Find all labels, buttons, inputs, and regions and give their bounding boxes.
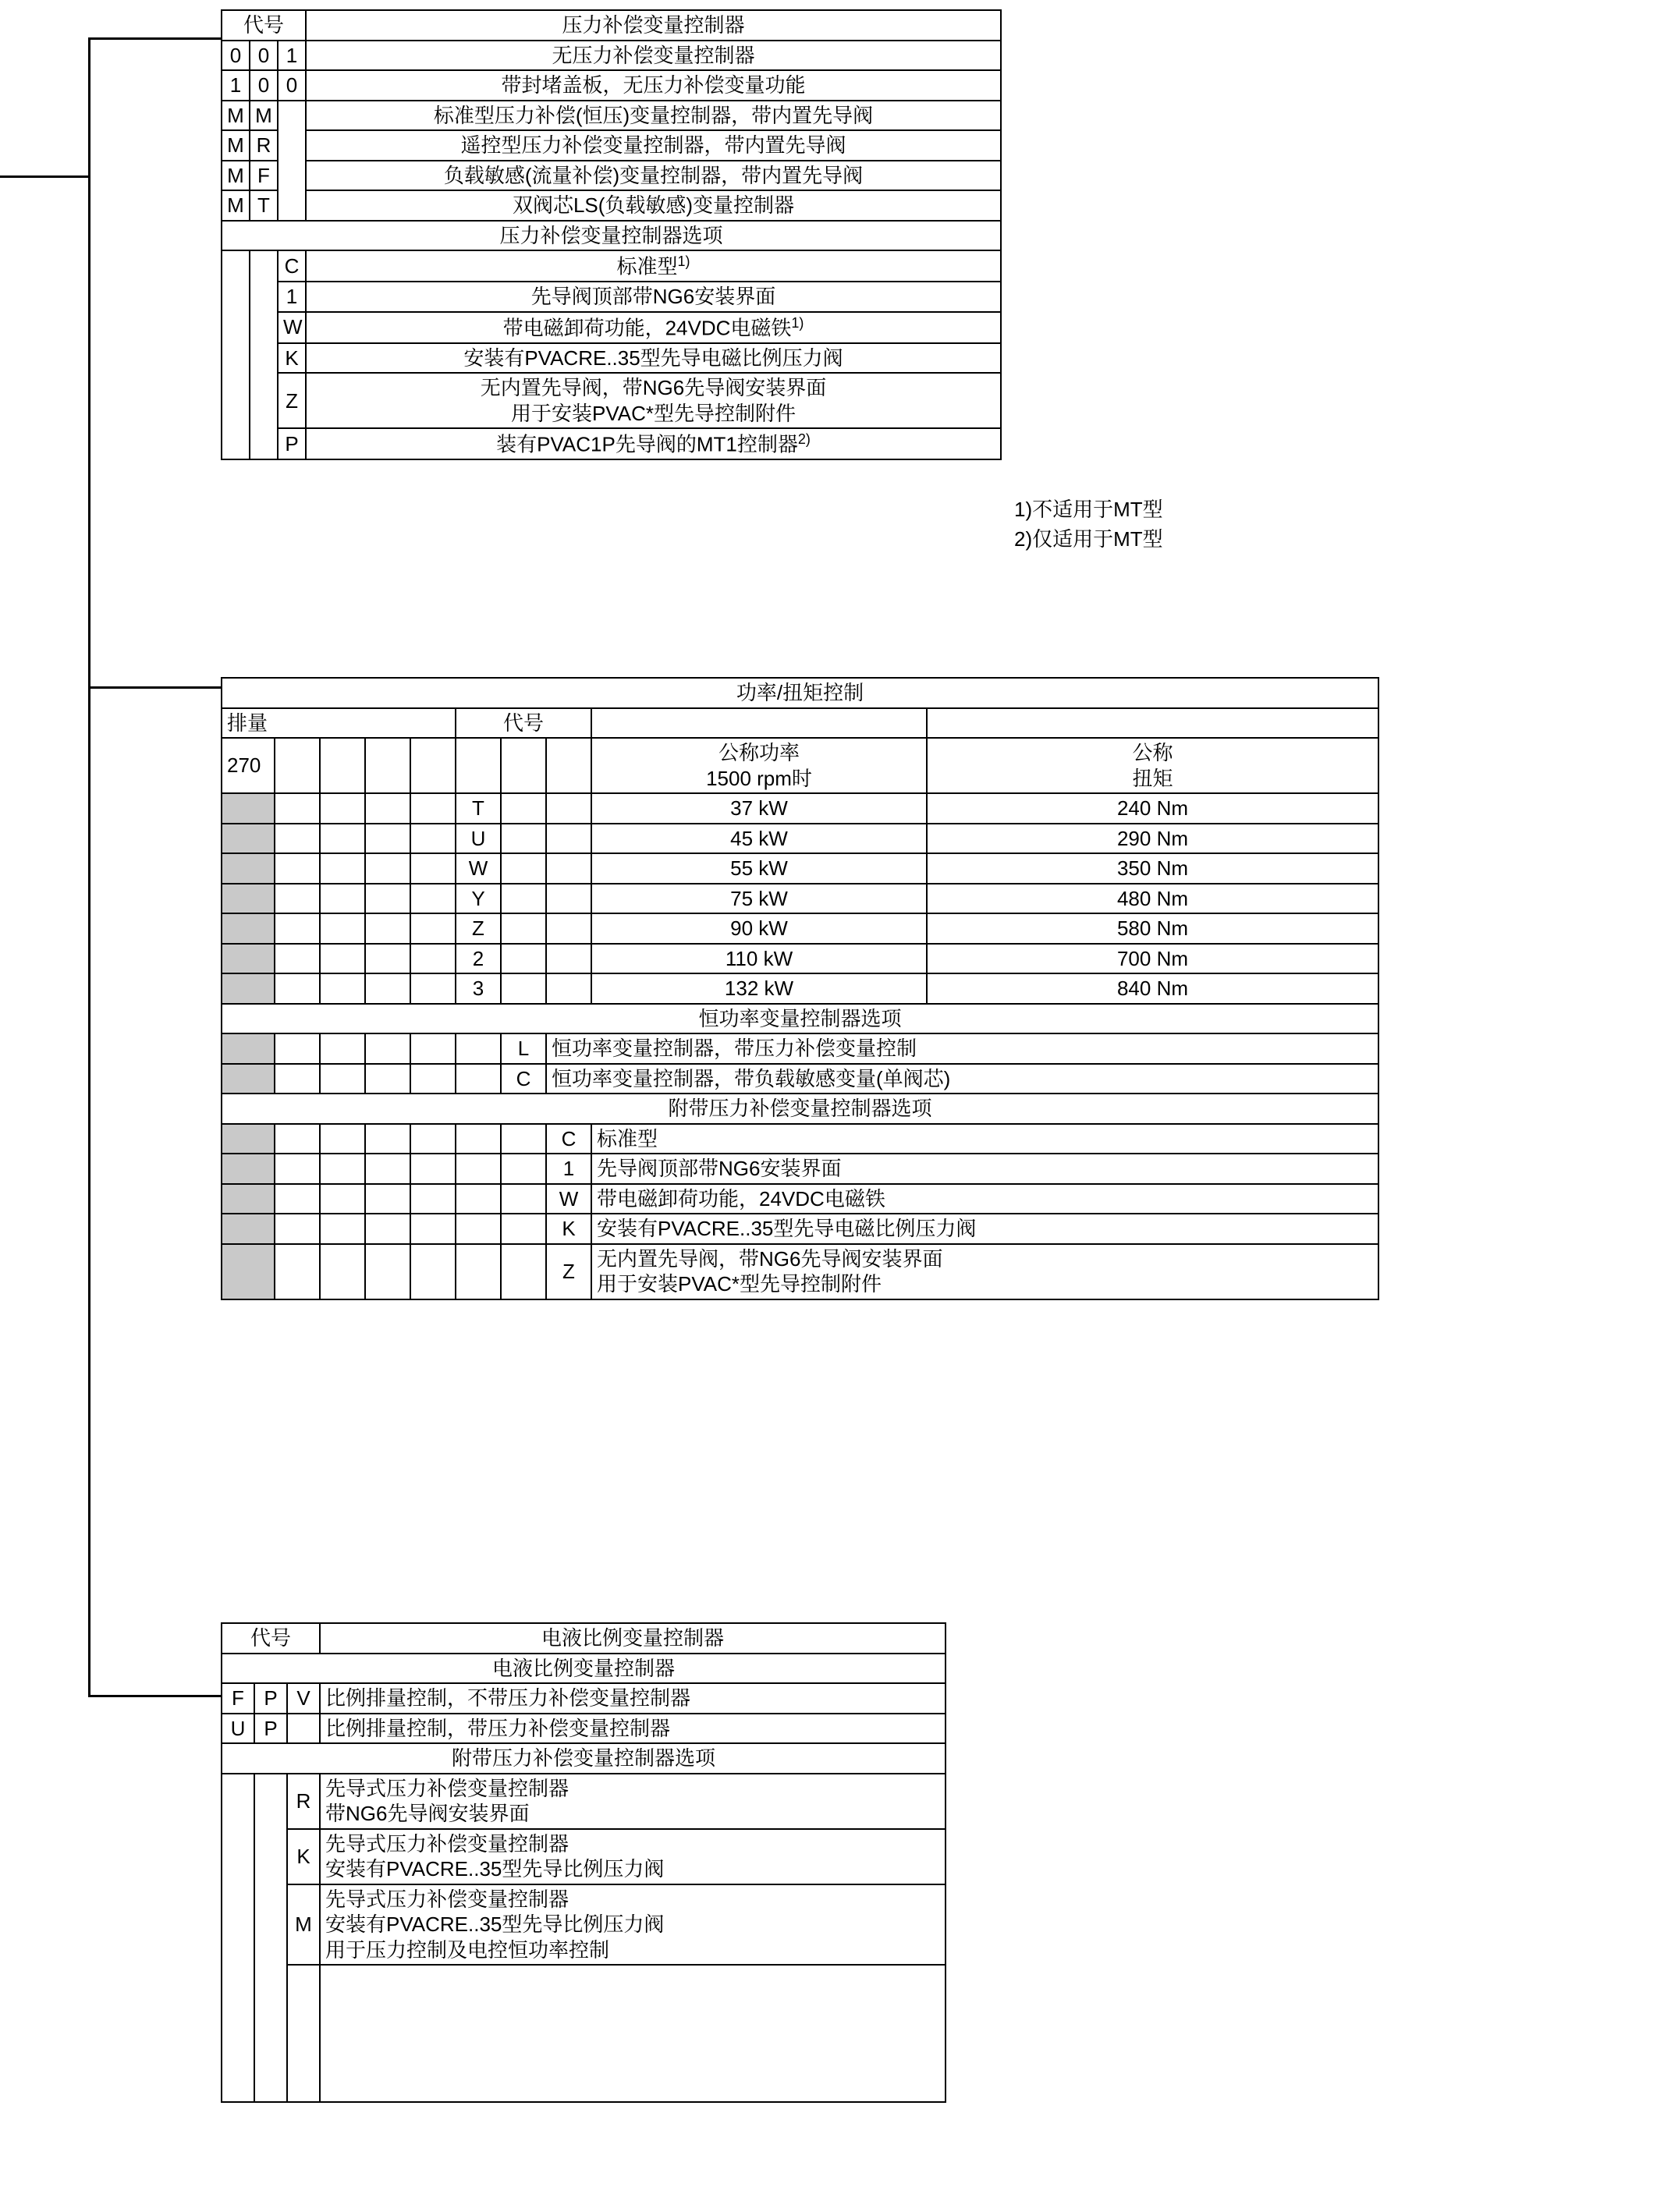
t2-pr-0-b2: [320, 793, 365, 824]
t1-opt-3-code: K: [278, 343, 306, 374]
table-row: [222, 101, 1001, 131]
t1-mm-2-c1: M: [222, 161, 250, 191]
t2-at-1-b5: [456, 1154, 501, 1184]
table-row: [222, 428, 1001, 459]
t2-cp-0-code: L: [501, 1033, 546, 1064]
t1-basic-0-c3: 1: [278, 41, 306, 71]
t2-at-3-g: [222, 1214, 275, 1244]
t2-pr-1-b4: [410, 824, 456, 854]
t2-blank-5: [456, 738, 501, 793]
connector-vertical-main: [88, 37, 90, 1697]
t2-at-1-code: 1: [546, 1154, 591, 1184]
t2-at-2-b6: [501, 1184, 546, 1214]
connector-branch-table3: [88, 1695, 222, 1697]
t2-at-4-b5: [456, 1244, 501, 1299]
t3-opt-0-line1: 先导式压力补偿变量控制器: [325, 1776, 569, 1800]
t3-opt-1-line1: 先导式压力补偿变量控制器: [325, 1831, 569, 1856]
table-row: [222, 1214, 1378, 1244]
t2-at-0-b3: [365, 1124, 410, 1154]
t2-cp-1-b4: [410, 1064, 456, 1094]
t1-mm-3-c2: T: [250, 190, 278, 221]
t2-pr-2-b4: [410, 853, 456, 884]
table-row: [222, 973, 1378, 1004]
t3-row-0-c3: V: [287, 1683, 320, 1714]
t2-cp-1-g: [222, 1064, 275, 1094]
t2-pr-5-b6: [546, 944, 591, 974]
t2-at-4-g: [222, 1244, 275, 1299]
t2-pr-6-b2: [320, 973, 365, 1004]
t2-pr-4-power: 90 kW: [591, 913, 927, 944]
t3-opt-1-code: K: [287, 1829, 320, 1884]
t1-header-code: 代号: [222, 10, 306, 41]
table-row: [222, 1743, 946, 1774]
t2-pr-0-b3: [365, 793, 410, 824]
t2-cp-0-b2: [320, 1033, 365, 1064]
t2-pr-0-b6: [546, 793, 591, 824]
t2-at-4-b4: [410, 1244, 456, 1299]
t2-at-0-b4: [410, 1124, 456, 1154]
t2-pr-4-torque: 580 Nm: [927, 913, 1378, 944]
table-row: [222, 793, 1378, 824]
t3-opt-0-line2: 带NG6先导阀安装界面: [325, 1802, 530, 1825]
table-row: [222, 70, 1001, 101]
t1-mm-2-c2: F: [250, 161, 278, 191]
t2-at-0-b1: [275, 1124, 320, 1154]
t2-cp-1-b3: [365, 1064, 410, 1094]
t2-pr-5-b5: [501, 944, 546, 974]
t2-at-3-b6: [501, 1214, 546, 1244]
t2-pr-6-b4: [410, 973, 456, 1004]
table-row: [222, 190, 1001, 221]
table-row: [222, 1654, 946, 1684]
t2-pr-4-b2: [320, 913, 365, 944]
table-row: [222, 824, 1378, 854]
t2-at-4-b3: [365, 1244, 410, 1299]
t2-cp-1-b2: [320, 1064, 365, 1094]
t2-at-1-b6: [501, 1154, 546, 1184]
t3-opt-1-desc: [320, 1829, 946, 1884]
t2-pr-6-torque: 840 Nm: [927, 973, 1378, 1004]
t2-cp-0-b5: [456, 1033, 501, 1064]
t2-at-3-b2: [320, 1214, 365, 1244]
table-row: [222, 1184, 1378, 1214]
t1-mm-1-c2: R: [250, 130, 278, 161]
t2-col-code: 代号: [456, 708, 591, 739]
t2-pr-0-power: 37 kW: [591, 793, 927, 824]
t3-opt-2-line1: 先导式压力补偿变量控制器: [325, 1887, 569, 1911]
t3-opt-2-line2: 安装有PVACRE..35型先导比例压力阀: [325, 1912, 665, 1936]
t3-header-title: 电液比例变量控制器: [320, 1623, 946, 1654]
t2-at-2-b3: [365, 1184, 410, 1214]
t2-at-4-line1: 无内置先导阀，带NG6先导阀安装界面: [597, 1246, 943, 1271]
t2-blank-1: [275, 738, 320, 793]
t2-pr-3-b3: [365, 884, 410, 914]
t2-displacement-value: 270: [222, 738, 275, 793]
t2-pr-6-b6: [546, 973, 591, 1004]
t1-opt-4-line2: 用于安装PVAC*型先导控制附件: [511, 401, 796, 425]
t1-basic-1-c2: 0: [250, 70, 278, 101]
t1-opt-2-code: W: [278, 312, 306, 343]
t2-at-2-g: [222, 1184, 275, 1214]
t2-pr-4-code: Z: [456, 913, 501, 944]
t1-mm-blank: [278, 101, 306, 221]
t2-at-2-b5: [456, 1184, 501, 1214]
t2-pr-2-code: W: [456, 853, 501, 884]
t3-opt-pad1: [222, 1774, 254, 2103]
t2-at-0-b6: [501, 1124, 546, 1154]
table-row: [222, 708, 1378, 739]
t2-cp-0-b3: [365, 1033, 410, 1064]
t2-cp-0-b1: [275, 1033, 320, 1064]
t2-title: 功率/扭矩控制: [222, 678, 1378, 708]
t2-at-3-b1: [275, 1214, 320, 1244]
t2-pr-4-b3: [365, 913, 410, 944]
table-row: [222, 1004, 1378, 1034]
t2-pr-2-power: 55 kW: [591, 853, 927, 884]
table-electrohydraulic-proportional: [221, 1622, 946, 2103]
t2-pr-6-b3: [365, 973, 410, 1004]
t1-basic-1-c1: 1: [222, 70, 250, 101]
table-power-torque: [221, 677, 1379, 1300]
t2-blank-3: [365, 738, 410, 793]
t2-at-3-b4: [410, 1214, 456, 1244]
table-row: [222, 1623, 946, 1654]
t1-opt-4-desc: [306, 373, 1001, 428]
t1-mm-0-c1: M: [222, 101, 250, 131]
t2-pr-1-code: U: [456, 824, 501, 854]
t2-at-2-b4: [410, 1184, 456, 1214]
t3-opt-tail-code: [287, 1965, 320, 2102]
t3-row-0-c1: F: [222, 1683, 254, 1714]
connector-stub-left: [0, 175, 90, 178]
t1-mm-2-desc: 负载敏感(流量补偿)变量控制器，带内置先导阀: [306, 161, 1001, 191]
t2-head-power-line1: 公称功率: [718, 741, 800, 764]
t2-at-2-b2: [320, 1184, 365, 1214]
t2-head-power: [591, 738, 927, 793]
t3-options-title: 附带压力补偿变量控制器选项: [222, 1743, 946, 1774]
t2-pr-3-b6: [546, 884, 591, 914]
t2-pr-1-b1: [275, 824, 320, 854]
t1-options-title: 压力补偿变量控制器选项: [222, 221, 1001, 251]
t2-pr-6-power: 132 kW: [591, 973, 927, 1004]
t2-blank-4: [410, 738, 456, 793]
t2-pr-0-code: T: [456, 793, 501, 824]
table-row: [222, 738, 1378, 793]
t2-head-torque-line1: 公称: [1132, 741, 1173, 764]
t2-pr-2-torque: 350 Nm: [927, 853, 1378, 884]
t1-opt-0-desc: 标准型$^{1)}$: [306, 250, 1001, 282]
t3-row-1-c3: [287, 1714, 320, 1744]
t2-cp-0-g: [222, 1033, 275, 1064]
table-row: [222, 1683, 946, 1714]
t2-pr-5-power: 110 kW: [591, 944, 927, 974]
t2-head-torque-line2: 扭矩: [1132, 766, 1173, 790]
t2-pr-0-b1: [275, 793, 320, 824]
t2-pr-6-b5: [501, 973, 546, 1004]
t2-head-power-line2: 1500 rpm时: [706, 766, 812, 790]
t2-pr-2-b6: [546, 853, 591, 884]
table-row: [222, 161, 1001, 191]
t2-head-torque: [927, 738, 1378, 793]
t2-at-0-g: [222, 1124, 275, 1154]
t2-cp-0-b4: [410, 1033, 456, 1064]
t2-at-4-b2: [320, 1244, 365, 1299]
t1-opt-3-desc: 安装有PVACRE..35型先导电磁比例压力阀: [306, 343, 1001, 374]
t2-blank-7: [546, 738, 591, 793]
table-row: [222, 250, 1001, 282]
t1-opt-pad1: [222, 250, 250, 459]
t2-pr-4-b1: [275, 913, 320, 944]
t1-opt-5-desc: 装有PVAC1P先导阀的MT1控制器$^{2)}$: [306, 428, 1001, 459]
connector-branch-table1: [88, 37, 222, 40]
t2-at-1-desc: 先导阀顶部带NG6安装界面: [591, 1154, 1378, 1184]
t2-pr-0-b5: [501, 793, 546, 824]
t2-pr-0-torque: 240 Nm: [927, 793, 1378, 824]
table-row: [222, 944, 1378, 974]
table-row: [222, 913, 1378, 944]
table-row: [222, 1094, 1378, 1124]
t3-opt-pad2: [254, 1774, 287, 2103]
t2-pr-5-b4: [410, 944, 456, 974]
t2-pr-3-code: Y: [456, 884, 501, 914]
t2-at-1-b3: [365, 1154, 410, 1184]
t2-pr-5-code: 2: [456, 944, 501, 974]
t2-cp-1-b1: [275, 1064, 320, 1094]
t1-opt-4-line1: 无内置先导阀，带NG6先导阀安装界面: [480, 376, 827, 400]
t3-opt-1-line2: 安装有PVACRE..35型先导比例压力阀: [325, 1857, 665, 1881]
t2-pr-1-b2: [320, 824, 365, 854]
t2-spacer-a: [591, 708, 927, 739]
t2-pr-0-b4: [410, 793, 456, 824]
t2-attached-title: 附带压力补偿变量控制器选项: [222, 1094, 1378, 1124]
table-row: [222, 312, 1001, 343]
t2-at-1-b2: [320, 1154, 365, 1184]
t2-col-displacement: 排量: [222, 708, 456, 739]
t2-pr-2-b5: [501, 853, 546, 884]
t1-opt-pad2: [250, 250, 278, 459]
table-row: [222, 1774, 946, 1829]
t2-at-3-code: K: [546, 1214, 591, 1244]
t2-pr-6-code: 3: [456, 973, 501, 1004]
t2-cp-1-b5: [456, 1064, 501, 1094]
t2-at-3-desc: 安装有PVACRE..35型先导电磁比例压力阀: [591, 1214, 1378, 1244]
t3-row-0-c2: P: [254, 1683, 287, 1714]
t2-at-1-g: [222, 1154, 275, 1184]
t3-sub-title: 电液比例变量控制器: [222, 1654, 946, 1684]
table-row: [222, 10, 1001, 41]
t2-pr-3-b5: [501, 884, 546, 914]
t1-mm-1-desc: 遥控型压力补偿变量控制器，带内置先导阀: [306, 130, 1001, 161]
t2-at-0-b5: [456, 1124, 501, 1154]
t2-pr-2-b2: [320, 853, 365, 884]
t2-pr-4-g: [222, 913, 275, 944]
t2-at-2-b1: [275, 1184, 320, 1214]
t3-opt-0-desc: [320, 1774, 946, 1829]
t2-at-0-b2: [320, 1124, 365, 1154]
t3-header-code: 代号: [222, 1623, 320, 1654]
t2-pr-2-b3: [365, 853, 410, 884]
table-row: [222, 853, 1378, 884]
t2-at-1-b1: [275, 1154, 320, 1184]
t2-blank-2: [320, 738, 365, 793]
t3-opt-2-code: M: [287, 1884, 320, 1966]
t1-opt-4-code: Z: [278, 373, 306, 428]
t1-basic-0-desc: 无压力补偿变量控制器: [306, 41, 1001, 71]
t2-pr-0-g: [222, 793, 275, 824]
t2-at-2-code: W: [546, 1184, 591, 1214]
table-row: [222, 678, 1378, 708]
t2-pr-5-g: [222, 944, 275, 974]
t3-opt-0-code: R: [287, 1774, 320, 1829]
t2-const-power-title: 恒功率变量控制器选项: [222, 1004, 1378, 1034]
t1-mm-0-desc: 标准型压力补偿(恒压)变量控制器，带内置先导阀: [306, 101, 1001, 131]
table-row: [222, 1033, 1378, 1064]
table-row: [222, 41, 1001, 71]
table-pressure-compensator: [221, 9, 1002, 460]
t2-pr-4-b4: [410, 913, 456, 944]
t2-at-4-b1: [275, 1244, 320, 1299]
t1-opt-5-code: P: [278, 428, 306, 459]
t1-basic-0-c1: 0: [222, 41, 250, 71]
table-row: [222, 373, 1001, 428]
table-row: [222, 221, 1001, 251]
t1-mm-3-desc: 双阀芯LS(负载敏感)变量控制器: [306, 190, 1001, 221]
table-row: [222, 1829, 946, 1884]
t3-row-1-desc: 比例排量控制，带压力补偿变量控制器: [320, 1714, 946, 1744]
t2-at-3-b3: [365, 1214, 410, 1244]
t2-cp-0-desc: 恒功率变量控制器，带压力补偿变量控制: [546, 1033, 1378, 1064]
t2-at-4-b6: [501, 1244, 546, 1299]
note-1: 1)不适用于MT型: [1014, 498, 1163, 521]
t2-pr-6-b1: [275, 973, 320, 1004]
t2-pr-5-torque: 700 Nm: [927, 944, 1378, 974]
table-row: [222, 1965, 946, 2102]
t2-pr-6-g: [222, 973, 275, 1004]
t2-blank-6: [501, 738, 546, 793]
table-row: [222, 343, 1001, 374]
t2-pr-1-g: [222, 824, 275, 854]
t2-at-4-code: Z: [546, 1244, 591, 1299]
t2-spacer-b: [927, 708, 1378, 739]
t1-basic-1-desc: 带封堵盖板，无压力补偿变量功能: [306, 70, 1001, 101]
t2-at-1-b4: [410, 1154, 456, 1184]
t2-at-0-code: C: [546, 1124, 591, 1154]
t2-pr-3-torque: 480 Nm: [927, 884, 1378, 914]
t2-pr-3-power: 75 kW: [591, 884, 927, 914]
t2-at-3-b5: [456, 1214, 501, 1244]
t1-basic-0-c2: 0: [250, 41, 278, 71]
table-row: [222, 1124, 1378, 1154]
t1-opt-2-desc: 带电磁卸荷功能，24VDC电磁铁$^{1)}$: [306, 312, 1001, 343]
t1-mm-1-c1: M: [222, 130, 250, 161]
t3-opt-2-line3: 用于压力控制及电控恒功率控制: [325, 1937, 610, 1962]
t3-row-1-c2: P: [254, 1714, 287, 1744]
table1-notes: [1014, 495, 1163, 554]
t2-at-4-desc: [591, 1244, 1378, 1299]
t3-row-1-c1: U: [222, 1714, 254, 1744]
table-row: [222, 282, 1001, 312]
t2-pr-3-b2: [320, 884, 365, 914]
t2-pr-3-b4: [410, 884, 456, 914]
t2-pr-1-torque: 290 Nm: [927, 824, 1378, 854]
t2-pr-1-b5: [501, 824, 546, 854]
connector-branch-table2: [88, 686, 222, 689]
t2-pr-1-b3: [365, 824, 410, 854]
t3-row-0-desc: 比例排量控制，不带压力补偿变量控制器: [320, 1683, 946, 1714]
t1-mm-3-c1: M: [222, 190, 250, 221]
t1-mm-0-c2: M: [250, 101, 278, 131]
t1-opt-0-code: C: [278, 250, 306, 282]
t2-pr-2-g: [222, 853, 275, 884]
table-row: [222, 1064, 1378, 1094]
t2-pr-1-b6: [546, 824, 591, 854]
t2-at-2-desc: 带电磁卸荷功能，24VDC电磁铁: [591, 1184, 1378, 1214]
table-row: [222, 1714, 946, 1744]
t3-opt-2-desc: [320, 1884, 946, 1966]
t2-pr-1-power: 45 kW: [591, 824, 927, 854]
t2-pr-4-b6: [546, 913, 591, 944]
t1-opt-1-code: 1: [278, 282, 306, 312]
table-row: [222, 1884, 946, 1966]
t2-cp-1-desc: 恒功率变量控制器，带负载敏感变量(单阀芯): [546, 1064, 1378, 1094]
t2-pr-3-g: [222, 884, 275, 914]
t2-pr-4-b5: [501, 913, 546, 944]
t1-basic-1-c3: 0: [278, 70, 306, 101]
t2-pr-3-b1: [275, 884, 320, 914]
t2-at-4-line2: 用于安装PVAC*型先导控制附件: [597, 1272, 882, 1296]
t2-cp-1-code: C: [501, 1064, 546, 1094]
t2-pr-5-b1: [275, 944, 320, 974]
table-row: [222, 884, 1378, 914]
t1-opt-1-desc: 先导阀顶部带NG6安装界面: [306, 282, 1001, 312]
note-2: 2)仅适用于MT型: [1014, 526, 1163, 551]
t2-at-0-desc: 标准型: [591, 1124, 1378, 1154]
t2-pr-2-b1: [275, 853, 320, 884]
t1-header-title: 压力补偿变量控制器: [306, 10, 1001, 41]
t2-pr-5-b2: [320, 944, 365, 974]
table-row: [222, 1154, 1378, 1184]
t3-opt-tail-desc: [320, 1965, 946, 2102]
t2-pr-5-b3: [365, 944, 410, 974]
table-row: [222, 1244, 1378, 1299]
table-row: [222, 130, 1001, 161]
